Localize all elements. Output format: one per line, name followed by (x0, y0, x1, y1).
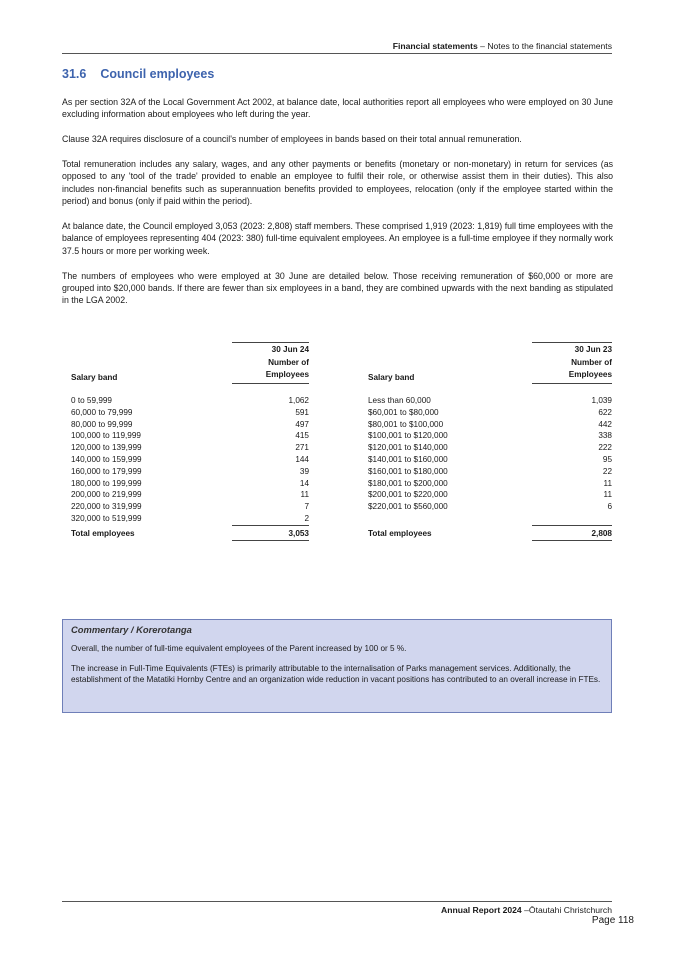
table-row (368, 466, 612, 478)
paragraph: Total remuneration includes any salary, wages, and any other payments or benefits (monetary or non-monetary) in return for services (as opposed to any 'tool of the trade' provided to enable an employee to fulfil their role, or otherwise assist them in their duties). This also includes non-financial benefits such as superannuation benefits provided to employees, relocation (only if the employee started within the period) and bonus (only if paid within the period). (62, 159, 613, 207)
employees-column-header (532, 342, 612, 384)
employee-count-cell: 11 (603, 490, 612, 500)
employee-count-cell: 6 (607, 502, 612, 512)
table-row (368, 442, 612, 454)
salary-band-cell: $60,001 to $80,000 (368, 407, 439, 417)
page-number: Page 118 (591, 915, 634, 926)
salary-band-header: Salary band (368, 373, 415, 382)
table-body (368, 395, 612, 542)
table-header (71, 342, 309, 382)
salary-band-cell: 200,000 to 219,999 (71, 490, 142, 500)
total-rule (232, 525, 309, 526)
body-text (62, 96, 613, 319)
table-row (71, 454, 309, 466)
employee-count-cell: 7 (304, 502, 309, 512)
table-row (71, 478, 309, 490)
column-header-line: Employees (568, 370, 612, 379)
employee-count-cell: 591 (295, 407, 309, 417)
table-row (368, 478, 612, 490)
paragraph: Clause 32A requires disclosure of a council's number of employees in bands based on their total annual remuneration. (62, 134, 522, 145)
salary-band-cell: $80,001 to $100,000 (368, 419, 444, 429)
table-row (71, 419, 309, 431)
employee-count-cell: 222 (598, 443, 612, 453)
employee-count-cell: 497 (295, 419, 309, 429)
column-header-line: 30 Jun 23 (574, 345, 612, 354)
salary-band-cell: 160,000 to 179,999 (71, 466, 142, 476)
table-row (71, 501, 309, 513)
section-heading: Council employees (100, 67, 215, 81)
employee-count-cell: 415 (295, 431, 309, 441)
salary-band-cell: 0 to 59,999 (71, 396, 112, 405)
salary-band-cell: $160,001 to $180,000 (368, 466, 448, 476)
salary-band-cell: Less than 60,000 (368, 396, 431, 405)
footer-location: –Ōtautahi Christchurch (521, 905, 612, 915)
salary-band-cell: 320,000 to 519,999 (71, 513, 142, 523)
employee-count-cell: 11 (603, 478, 612, 488)
employee-count-cell: 39 (299, 466, 309, 476)
column-header-line: Number of (268, 357, 309, 367)
table-row (71, 466, 309, 478)
salary-band-cell: $220,001 to $560,000 (368, 502, 448, 512)
column-header-line: Number of (571, 357, 612, 367)
commentary-paragraph: Overall, the number of full-time equivalent employees of the Parent increased by 100 or 5 %. (71, 644, 407, 654)
commentary-paragraph: The increase in Full-Time Equivalents (FTEs) is primarily attributable to the internalisation of Parks management services. Additionally, the establishment of the Matatiki Hornby Centre and an organization wide reduction in vacant positions has contributed to an overall increase in FTEs. (71, 663, 601, 685)
employee-count-cell: 271 (295, 443, 309, 453)
table-row (71, 430, 309, 442)
table-2024 (71, 342, 309, 542)
table-row (71, 489, 309, 501)
section-number: 31.6 (62, 67, 87, 81)
employee-count-cell: 1,039 (591, 396, 612, 405)
salary-band-cell: $100,001 to $120,000 (368, 431, 448, 441)
salary-band-cell: $140,001 to $160,000 (368, 454, 448, 464)
employees-column-header (232, 342, 309, 384)
total-value: 2,808 (591, 528, 612, 538)
salary-band-cell: 140,000 to 159,999 (71, 454, 142, 464)
paragraph: The numbers of employees who were employed at 30 June are detailed below. Those receiving remuneration of $60,000 or more are grouped into $20,000 bands. If there are fewer than six employees in a band, they are combined upwards with the next banding as stipulated in the LGA 2002. (62, 270, 613, 306)
paragraph: At balance date, the Council employed 3,053 (2023: 2,808) staff members. These comprised 1,919 (2023: 1,819) full time employees with the balance of employees representing 404 (2023: 380) full-time equivalent employees. An employee is a full-time employee if they normally work 37.5 hours or more per working week. (62, 221, 613, 256)
table-row (368, 395, 612, 407)
commentary-box (62, 619, 612, 713)
page-footer (62, 905, 612, 915)
table-row (71, 513, 309, 525)
commentary-title: Commentary / Korerotanga (71, 624, 192, 635)
salary-band-cell: $200,001 to $220,000 (368, 490, 448, 500)
employee-count-cell: 95 (602, 454, 612, 464)
header-section: Financial statements (392, 41, 478, 51)
table-row (71, 442, 309, 454)
table-2023 (368, 342, 612, 542)
total-label: Total employees (368, 528, 432, 538)
column-header-line: Employees (265, 370, 309, 379)
salary-band-cell: 220,000 to 319,999 (71, 502, 142, 512)
employee-count-cell: 1,062 (288, 396, 309, 405)
table-row (368, 501, 612, 513)
total-bottom-rule (532, 540, 612, 541)
salary-band-cell: 120,000 to 139,999 (71, 443, 142, 453)
table-row (368, 430, 612, 442)
total-value: 3,053 (288, 528, 309, 538)
column-header-line: 30 Jun 24 (271, 345, 309, 354)
salary-band-cell: $120,001 to $140,000 (368, 443, 448, 453)
header-divider (62, 53, 612, 54)
footer-divider (62, 901, 612, 902)
total-row (368, 528, 612, 540)
page-header (62, 41, 612, 51)
employee-count-cell: 338 (598, 431, 612, 441)
table-header (368, 342, 612, 382)
salary-band-cell: 80,000 to 99,999 (71, 419, 133, 429)
total-label: Total employees (71, 528, 135, 538)
employee-count-cell: 14 (299, 478, 309, 488)
total-rule (532, 525, 612, 526)
employee-count-cell: 11 (300, 490, 309, 500)
salary-band-cell: 180,000 to 199,999 (71, 478, 142, 488)
paragraph: As per section 32A of the Local Government Act 2002, at balance date, local authorities report all employees who were employed on 30 June excluding information about employees who left during the year. (62, 97, 613, 120)
employee-count-cell: 2 (304, 513, 309, 523)
total-row (71, 528, 309, 540)
header-subsection: – Notes to the financial statements (477, 41, 612, 51)
salary-band-cell: $180,001 to $200,000 (368, 478, 448, 488)
section-title (62, 67, 214, 81)
footer-report-name: Annual Report 2024 (441, 905, 522, 915)
table-row (71, 407, 309, 419)
employee-count-cell: 442 (598, 419, 612, 429)
salary-band-cell: 100,000 to 119,999 (71, 431, 141, 441)
salary-band-header: Salary band (71, 373, 118, 382)
table-row (368, 407, 612, 419)
employee-count-cell: 144 (295, 454, 309, 464)
table-body (71, 395, 309, 542)
employee-count-cell: 22 (602, 466, 612, 476)
employee-count-cell: 622 (598, 407, 612, 417)
total-bottom-rule (232, 540, 309, 541)
table-row (368, 419, 612, 431)
salary-band-cell: 60,000 to 79,999 (71, 407, 133, 417)
table-row (368, 454, 612, 466)
table-row (368, 489, 612, 501)
table-row (71, 395, 309, 407)
